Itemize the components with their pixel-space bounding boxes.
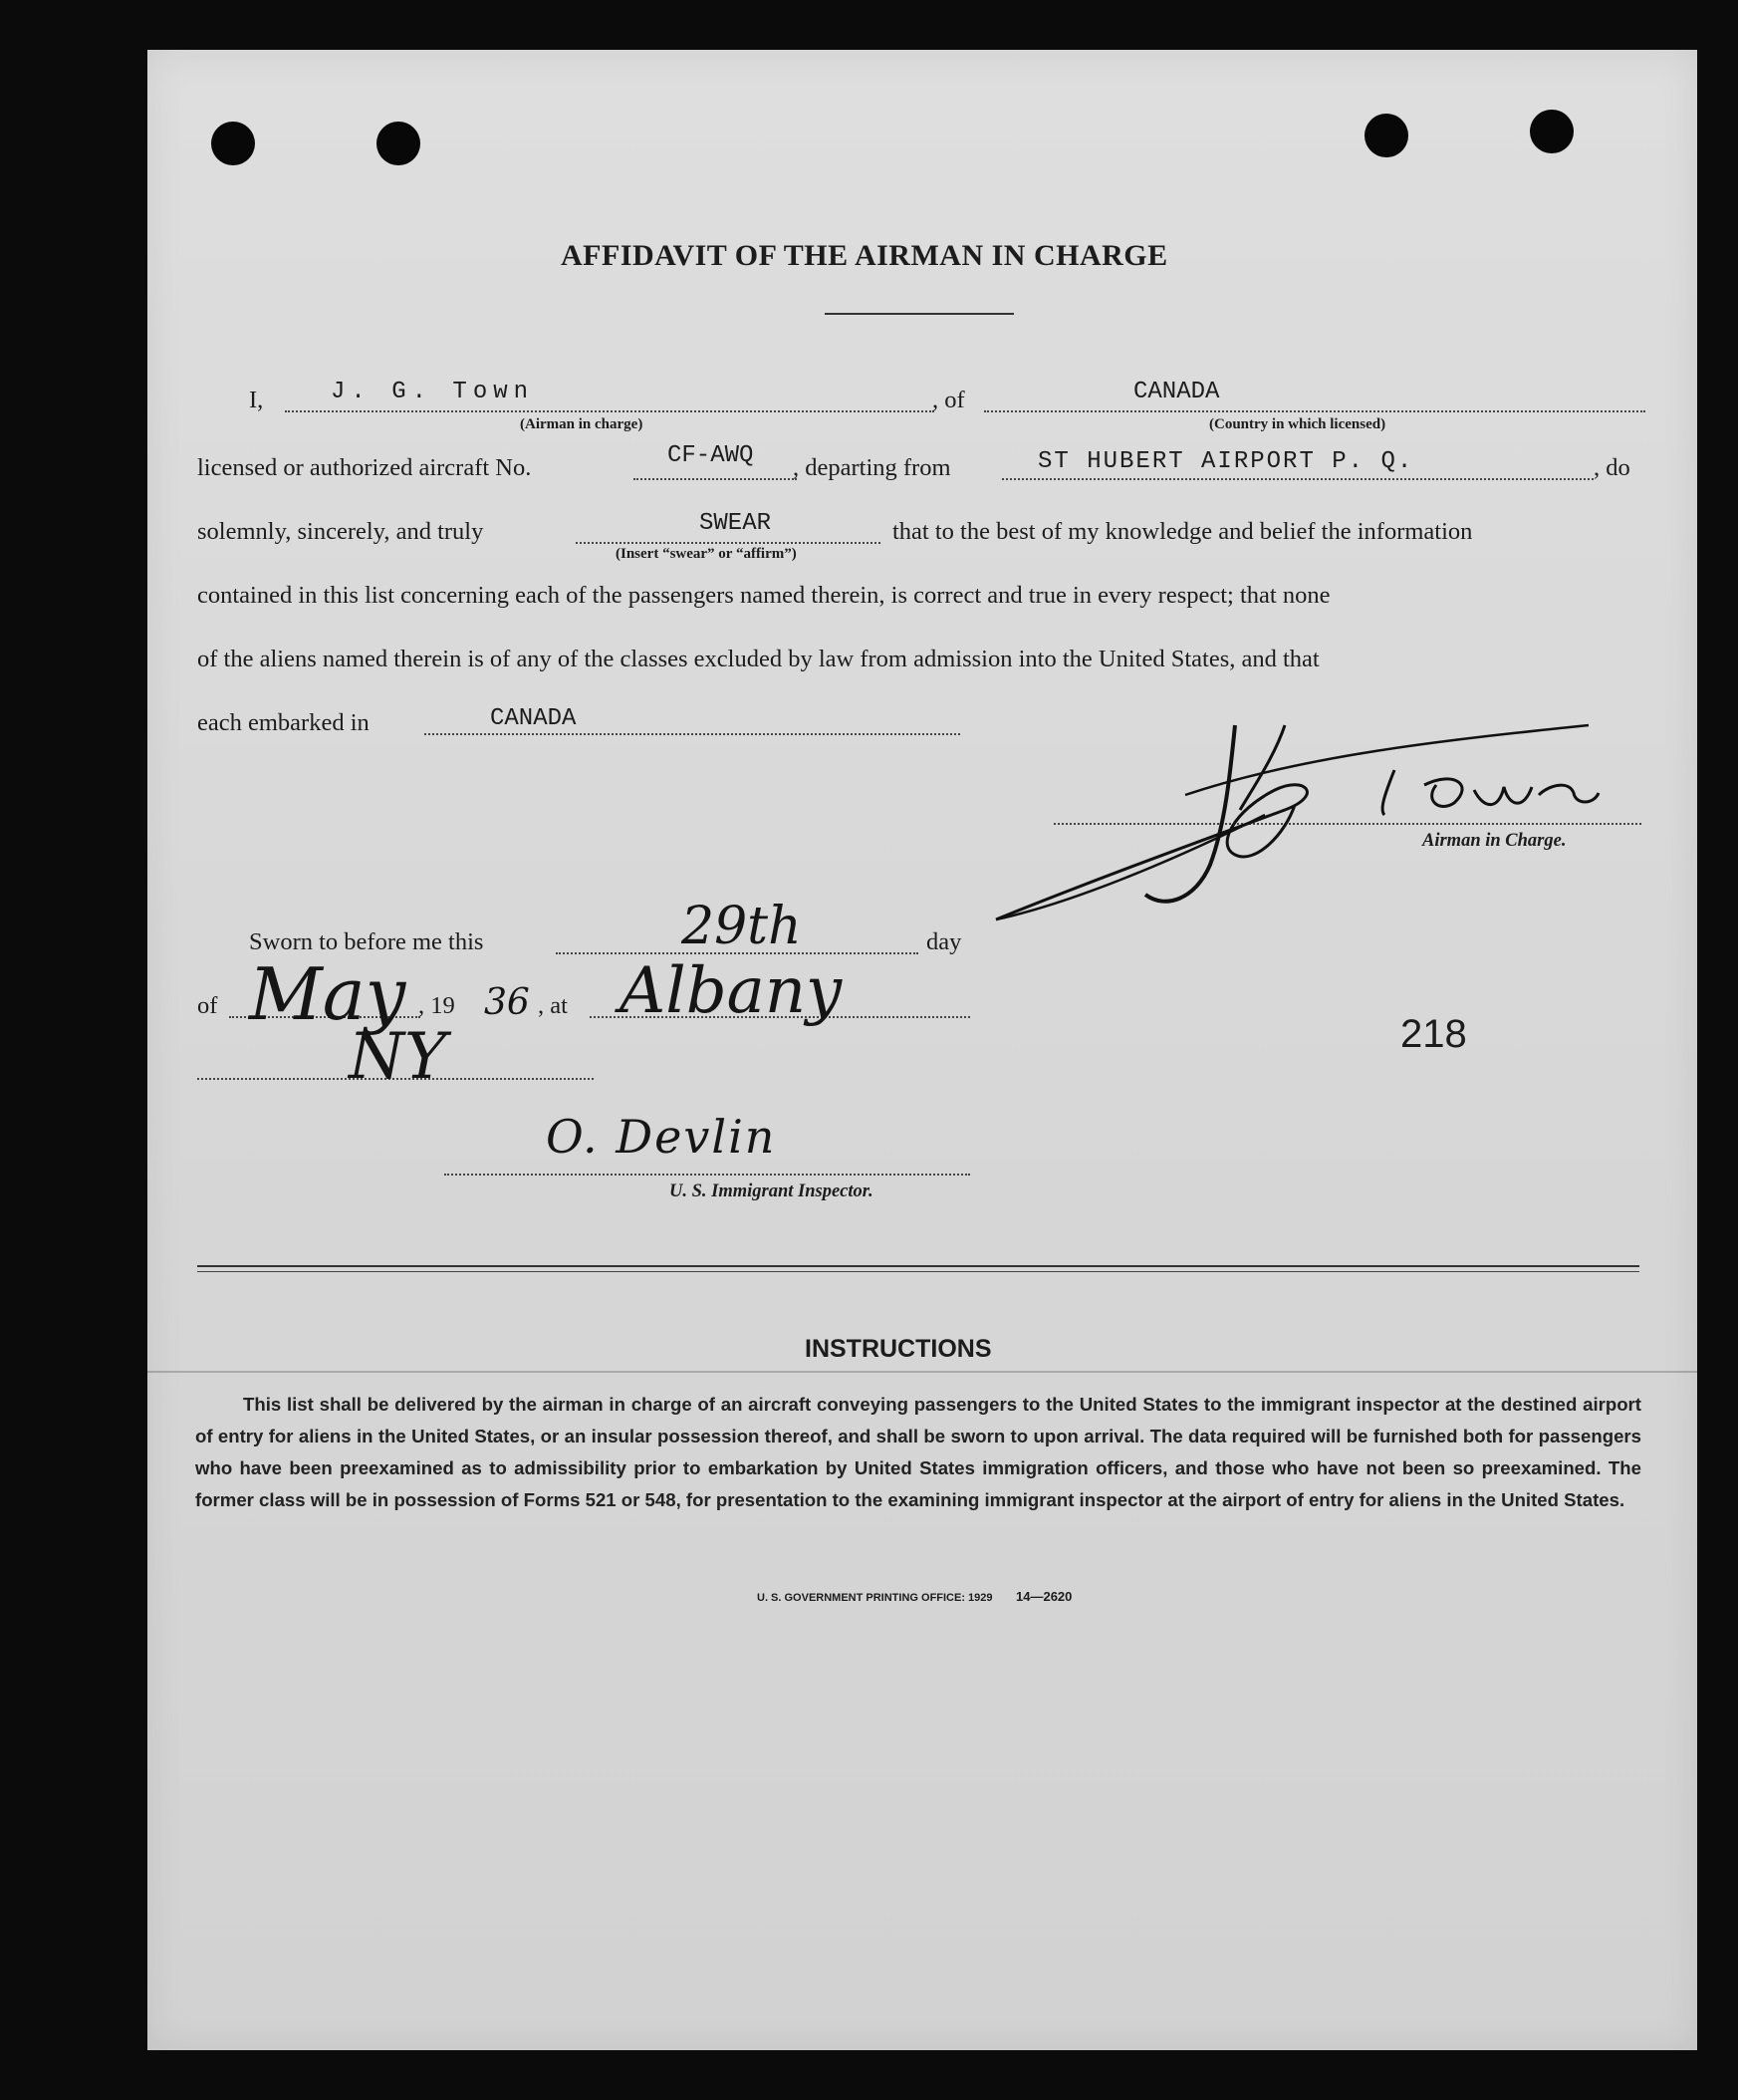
airman-signature-caption: Airman in Charge. (1422, 831, 1567, 851)
form-number: 14—2620 (1016, 1589, 1073, 1604)
section-divider (197, 1265, 1639, 1267)
oath-field: SWEAR (699, 510, 772, 537)
paper-fold (147, 1371, 1697, 1373)
aircraft-no-field: CF-AWQ (667, 442, 754, 469)
line4-text: contained in this list concerning each of the passengers named therein, is correct and true in every respect; that none (197, 582, 1331, 609)
punch-hole (376, 122, 420, 165)
inspector-signature: O. Devlin (546, 1110, 777, 1164)
departing-from-field: ST HUBERT AIRPORT P. Q. (1038, 448, 1414, 475)
printer-imprint: U. S. GOVERNMENT PRINTING OFFICE: 1929 (757, 1592, 993, 1604)
line1-prefix: I, (249, 387, 264, 413)
departing-from-line (1002, 478, 1594, 480)
line1-mid: , of (932, 387, 965, 413)
inspector-signature-line (444, 1174, 970, 1176)
airman-name-line (285, 410, 934, 412)
inspector-signature-caption: U. S. Immigrant Inspector. (669, 1181, 873, 1201)
embarked-in-field: CANADA (490, 705, 577, 732)
line3-prefix: solemnly, sincerely, and truly (197, 518, 484, 545)
sworn-year: 36 (484, 982, 530, 1023)
airman-caption: (Airman in charge) (520, 416, 643, 432)
sworn-day: 29th (681, 897, 802, 956)
sworn-month: May (249, 952, 406, 1036)
line2-mid: , departing from (793, 454, 951, 481)
sworn-day-word: day (926, 928, 962, 955)
embarked-in-line (424, 733, 960, 735)
sworn-year-prefix: , 19 (418, 992, 455, 1019)
country-caption: (Country in which licensed) (1209, 416, 1386, 432)
aircraft-no-line (633, 478, 797, 480)
line2-suffix: , do (1594, 454, 1630, 481)
section-divider (197, 1271, 1639, 1272)
sworn-prefix: Sworn to before me this (249, 928, 484, 955)
sworn-of-word: of (197, 992, 218, 1019)
punch-hole (211, 122, 255, 165)
punch-hole (1365, 114, 1408, 157)
punch-hole (1530, 110, 1574, 153)
line5-text: of the aliens named therein is of any of the classes excluded by law from admission into the United States, and that (197, 646, 1320, 672)
country-line (984, 410, 1645, 412)
country-field: CANADA (1133, 379, 1220, 405)
sworn-state: NY (349, 1020, 447, 1094)
airman-name-field: J. G. Town (331, 379, 535, 405)
instructions-text: This list shall be delivered by the airman in charge of an aircraft conveying passengers to the United States to the immigrant inspector at the destined airport of entry for aliens in the United States, or an insular possession thereof, and shall be sworn to upon arrival. The data required will be furnished both for passengers who have been preexamined as to admissibility prior to embarkation by United States immigration officers, and those who have not been so preexamined. The former class will be in possession of Forms 521 or 548, for presentation to the examining immigrant inspector at the airport of entry for aliens in the United States. (195, 1394, 1641, 1510)
instructions-title: INSTRUCTIONS (805, 1335, 992, 1363)
oath-caption: (Insert “swear” or “affirm”) (616, 546, 797, 562)
line3-suffix: that to the best of my knowledge and belief the information (892, 518, 1473, 545)
sworn-at-word: , at (538, 992, 568, 1019)
line2-prefix: licensed or authorized aircraft No. (197, 454, 532, 481)
oath-line (576, 542, 880, 544)
sworn-place: Albany (620, 954, 843, 1028)
line6-prefix: each embarked in (197, 709, 370, 736)
airman-signature (986, 715, 1623, 934)
form-title: AFFIDAVIT OF THE AIRMAN IN CHARGE (561, 239, 1168, 272)
stamp-number: 218 (1400, 1012, 1467, 1056)
title-underline (825, 313, 1014, 315)
